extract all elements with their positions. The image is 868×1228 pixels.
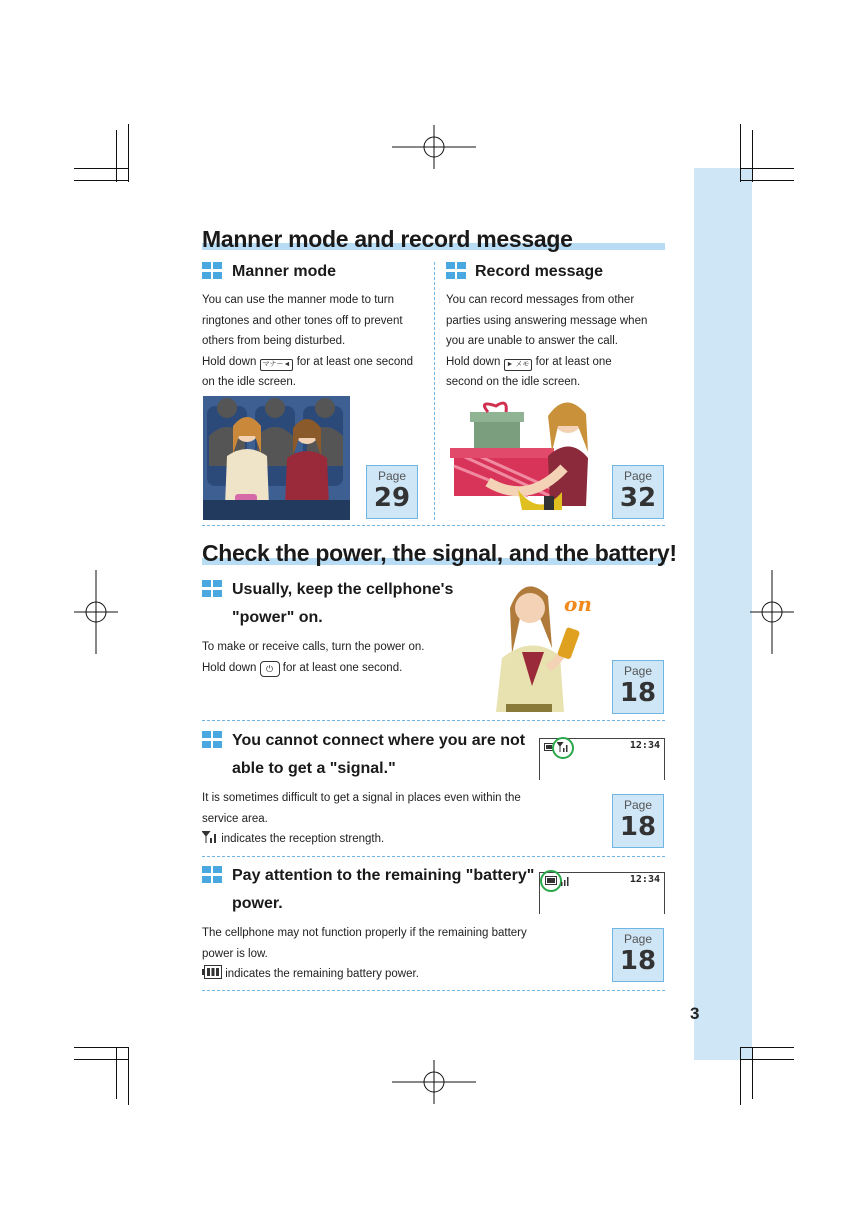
page-label: Page <box>623 932 653 946</box>
crop-mark-br-v2 <box>752 1047 753 1099</box>
record-line: second on the idle screen. <box>446 376 581 388</box>
column-divider <box>434 262 435 520</box>
section-divider <box>202 856 665 857</box>
power-hold-line <box>202 658 482 679</box>
crop-mark-br-h2 <box>740 1059 794 1060</box>
power-heading-line: "power" on. <box>232 609 323 626</box>
manner-key-icon: マナー◄ <box>260 359 294 371</box>
crop-mark-tl-h2 <box>74 168 129 169</box>
page-number-18: 18 <box>619 678 657 708</box>
phone-screen-signal <box>539 738 665 780</box>
antenna-icon <box>557 742 569 752</box>
screen-clock: 12:34 <box>629 874 660 885</box>
manner-line: ringtones and other tones off to prevent <box>202 314 403 327</box>
record-key-icon: ► メモ <box>504 359 533 371</box>
battery-indicator-line <box>202 964 542 985</box>
hold-suffix: for at least one second <box>296 355 414 368</box>
signal-indicator-line <box>202 829 542 850</box>
signal-heading <box>232 727 525 783</box>
manner-line: You can use the manner mode to turn <box>202 294 395 306</box>
crop-mark-tr-h <box>740 180 794 181</box>
battery-indicator-text: indicates the remaining battery power. <box>225 968 419 980</box>
bullet-squares-icon <box>202 866 224 884</box>
signal-heading-line: You cannot connect where you are not <box>232 732 526 749</box>
manner-hold-line <box>202 352 427 373</box>
page-number-18: 18 <box>619 812 657 842</box>
battery-heading <box>232 862 534 918</box>
phone-screen-battery <box>539 872 665 914</box>
page-reference-29[interactable] <box>366 465 418 519</box>
hold-suffix: for at least one second. <box>282 661 403 674</box>
crop-mark-bl-h2 <box>74 1059 129 1060</box>
crop-mark-tr-v2 <box>752 130 753 182</box>
signal-description <box>202 788 542 850</box>
crop-mark-tl-v <box>128 124 129 182</box>
power-on-label: on <box>564 592 592 616</box>
signal-heading-line: able to get a "signal." <box>232 760 396 777</box>
signal-bars-icon <box>560 877 570 886</box>
battery-description <box>202 923 542 985</box>
registration-mark-right <box>750 570 794 654</box>
crop-mark-tl-v2 <box>116 130 117 182</box>
bullet-squares-icon <box>202 580 224 598</box>
manner-mode-description <box>202 290 427 393</box>
page-number-32: 32 <box>619 483 657 513</box>
bullet-squares-icon <box>202 731 224 749</box>
crop-mark-tl-h <box>74 180 129 181</box>
power-heading <box>232 576 453 632</box>
battery-heading-line: Pay attention to the remaining "battery" <box>232 867 535 884</box>
section-divider <box>202 720 665 721</box>
crop-mark-bl-v <box>128 1047 129 1105</box>
page-number-29: 29 <box>373 483 411 513</box>
record-hold-line <box>446 352 671 373</box>
page-label: Page <box>623 798 653 812</box>
record-line: you are unable to answer the call. <box>446 335 618 347</box>
signal-line: It is sometimes difficult to get a signal in places even within the <box>202 792 521 804</box>
section-divider <box>202 525 665 526</box>
page-number-18: 18 <box>619 946 657 976</box>
record-line: parties using answering message when <box>446 314 648 327</box>
hold-prefix: Hold down <box>446 355 501 368</box>
manner-line: others from being disturbed. <box>202 335 346 347</box>
record-line: You can record messages from other <box>446 294 635 306</box>
hold-suffix: for at least one <box>535 355 612 368</box>
theater-illustration <box>203 396 350 520</box>
crop-mark-tr-v <box>740 124 741 182</box>
screen-clock: 12:34 <box>629 740 660 751</box>
registration-mark-left <box>74 570 118 654</box>
battery-icon <box>545 876 557 885</box>
page-reference-18-battery[interactable] <box>612 928 664 982</box>
page-label: Page <box>623 469 653 483</box>
page-reference-32[interactable] <box>612 465 664 519</box>
crop-mark-bl-h <box>74 1047 129 1048</box>
page-label: Page <box>623 664 653 678</box>
gift-woman-illustration <box>448 396 598 520</box>
page-number: 3 <box>690 1004 700 1023</box>
manner-mode-heading: Manner mode <box>232 263 337 280</box>
crop-mark-tr-h2 <box>740 168 794 169</box>
bullet-squares-icon <box>446 262 468 280</box>
registration-mark-top <box>392 125 476 169</box>
power-line: To make or receive calls, turn the power on. <box>202 641 425 653</box>
registration-mark-bottom <box>392 1060 476 1104</box>
section-title-power-signal-battery: Check the power, the signal, and the battery! <box>202 540 677 566</box>
battery-line: power is low. <box>202 947 268 960</box>
page-reference-18-power[interactable] <box>612 660 664 714</box>
signal-indicator-text: indicates the reception strength. <box>221 833 385 845</box>
antenna-icon <box>202 831 218 843</box>
hold-prefix: Hold down <box>202 355 257 368</box>
battery-heading-line: power. <box>232 895 283 912</box>
record-message-description <box>446 290 671 393</box>
power-heading-line: Usually, keep the cellphone's <box>232 581 454 598</box>
crop-mark-br-h <box>740 1047 794 1048</box>
battery-icon <box>202 965 222 979</box>
hold-prefix: Hold down <box>202 661 257 674</box>
page-label: Page <box>377 469 407 483</box>
power-key-icon: ⏻ <box>260 661 280 677</box>
battery-line: The cellphone may not function properly if the remaining battery <box>202 927 527 939</box>
manner-line: on the idle screen. <box>202 376 296 388</box>
crop-mark-br-v <box>740 1047 741 1105</box>
signal-line: service area. <box>202 812 268 825</box>
crop-mark-bl-v2 <box>116 1047 117 1099</box>
page-reference-18-signal[interactable] <box>612 794 664 848</box>
bullet-squares-icon <box>202 262 224 280</box>
record-message-heading: Record message <box>475 263 604 280</box>
section-title-manner-record: Manner mode and record message <box>202 226 573 252</box>
section-divider <box>202 990 665 991</box>
side-tab <box>694 168 752 1060</box>
power-description <box>202 637 482 678</box>
